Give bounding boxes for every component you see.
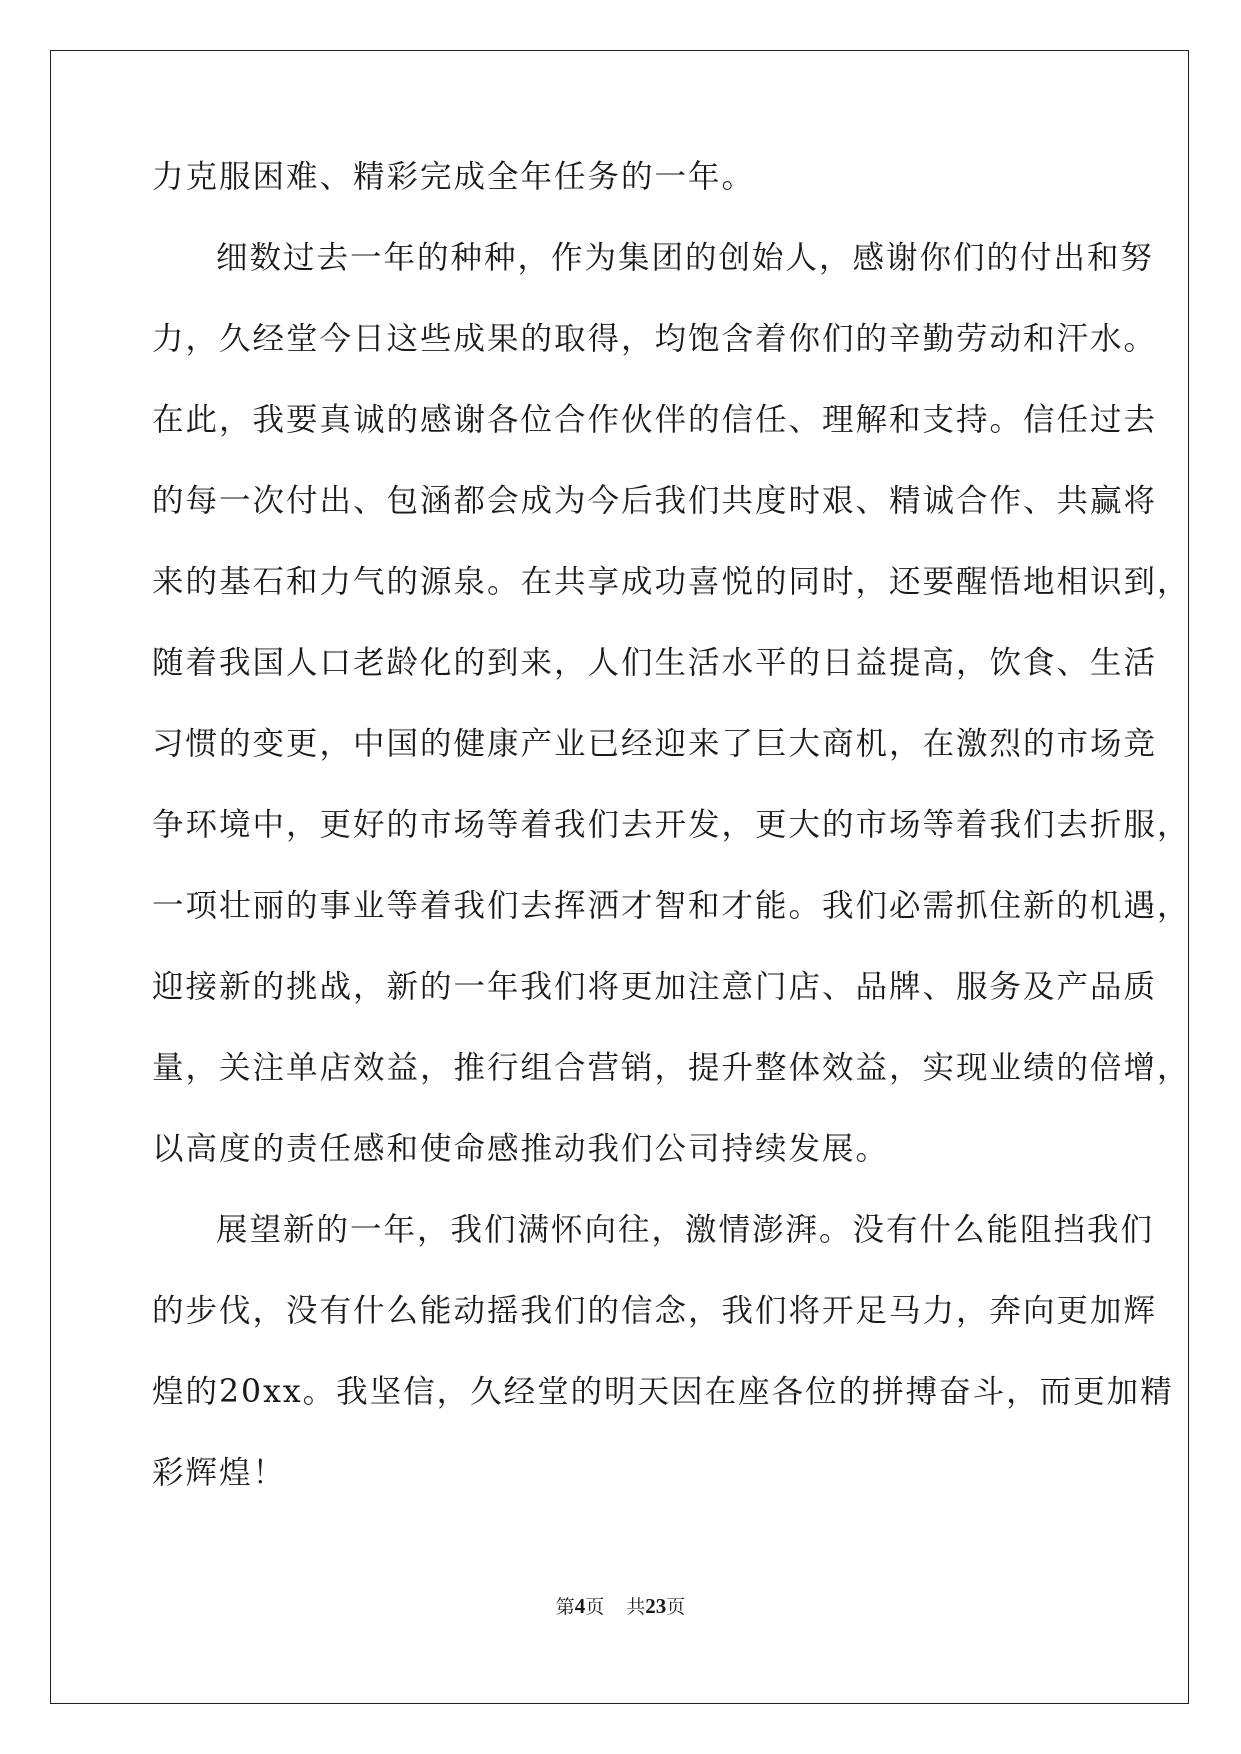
- text-line-7: 随着我国人口老龄化的到来，人们生活水平的日益提高，饮食、生活: [152, 645, 1158, 681]
- text-line-6: 来的基石和力气的源泉。在共享成功喜悦的同时，还要醒悟地相识到，: [152, 564, 1191, 600]
- total-pages: 23: [645, 1594, 667, 1618]
- text-line-1: 力克服困难、精彩完成全年任务的一年。: [152, 159, 756, 195]
- text-line-12: 量，关注单店效益，推行组合营销，提升整体效益，实现业绩的倍增，: [152, 1050, 1191, 1086]
- text-line-11: 迎接新的挑战，新的一年我们将更加注意门店、品牌、服务及产品质: [152, 969, 1158, 1005]
- text-line-3: 力，久经堂今日这些成果的取得，均饱含着你们的辛勤劳动和汗水。: [152, 321, 1158, 357]
- text-line-16: 煌的20xx。我坚信，久经堂的明天因在座各位的拼搏奋斗，而更加精: [152, 1374, 1174, 1410]
- paragraph-start-line: 细数过去一年的种种，作为集团的创始人，感谢你们的付出和努: [216, 240, 1155, 276]
- text-line-4: 在此，我要真诚的感谢各位合作伙伴的信任、理解和支持。信任过去: [152, 402, 1158, 438]
- total-prefix: 共: [626, 1596, 646, 1618]
- paragraph-start-line: 展望新的一年，我们满怀向往，激情澎湃。没有什么能阻挡我们: [216, 1212, 1155, 1248]
- page-prefix: 第: [555, 1596, 575, 1618]
- total-unit: 页: [666, 1596, 686, 1618]
- text-line-5: 的每一次付出、包涵都会成为今后我们共度时艰、精诚合作、共赢将: [152, 483, 1158, 519]
- text-line-15: 的步伐，没有什么能动摇我们的信念，我们将开足马力，奔向更加辉: [152, 1293, 1158, 1329]
- document-body: [152, 159, 1191, 1539]
- text-line-10: 一项壮丽的事业等着我们去挥洒才智和才能。我们必需抓住新的机遇，: [152, 888, 1191, 924]
- text-line-9: 争环境中，更好的市场等着我们去开发，更大的市场等着我们去折服，: [152, 807, 1191, 843]
- text-line-13: 以高度的责任感和使命感推动我们公司持续发展。: [152, 1131, 890, 1167]
- text-line-17: 彩辉煌！: [152, 1455, 287, 1491]
- text-line-8: 习惯的变更，中国的健康产业已经迎来了巨大商机，在激烈的市场竞: [152, 726, 1158, 762]
- page-number: 4: [574, 1594, 586, 1618]
- page-unit: 页: [585, 1596, 605, 1618]
- page-footer: [0, 1592, 1241, 1619]
